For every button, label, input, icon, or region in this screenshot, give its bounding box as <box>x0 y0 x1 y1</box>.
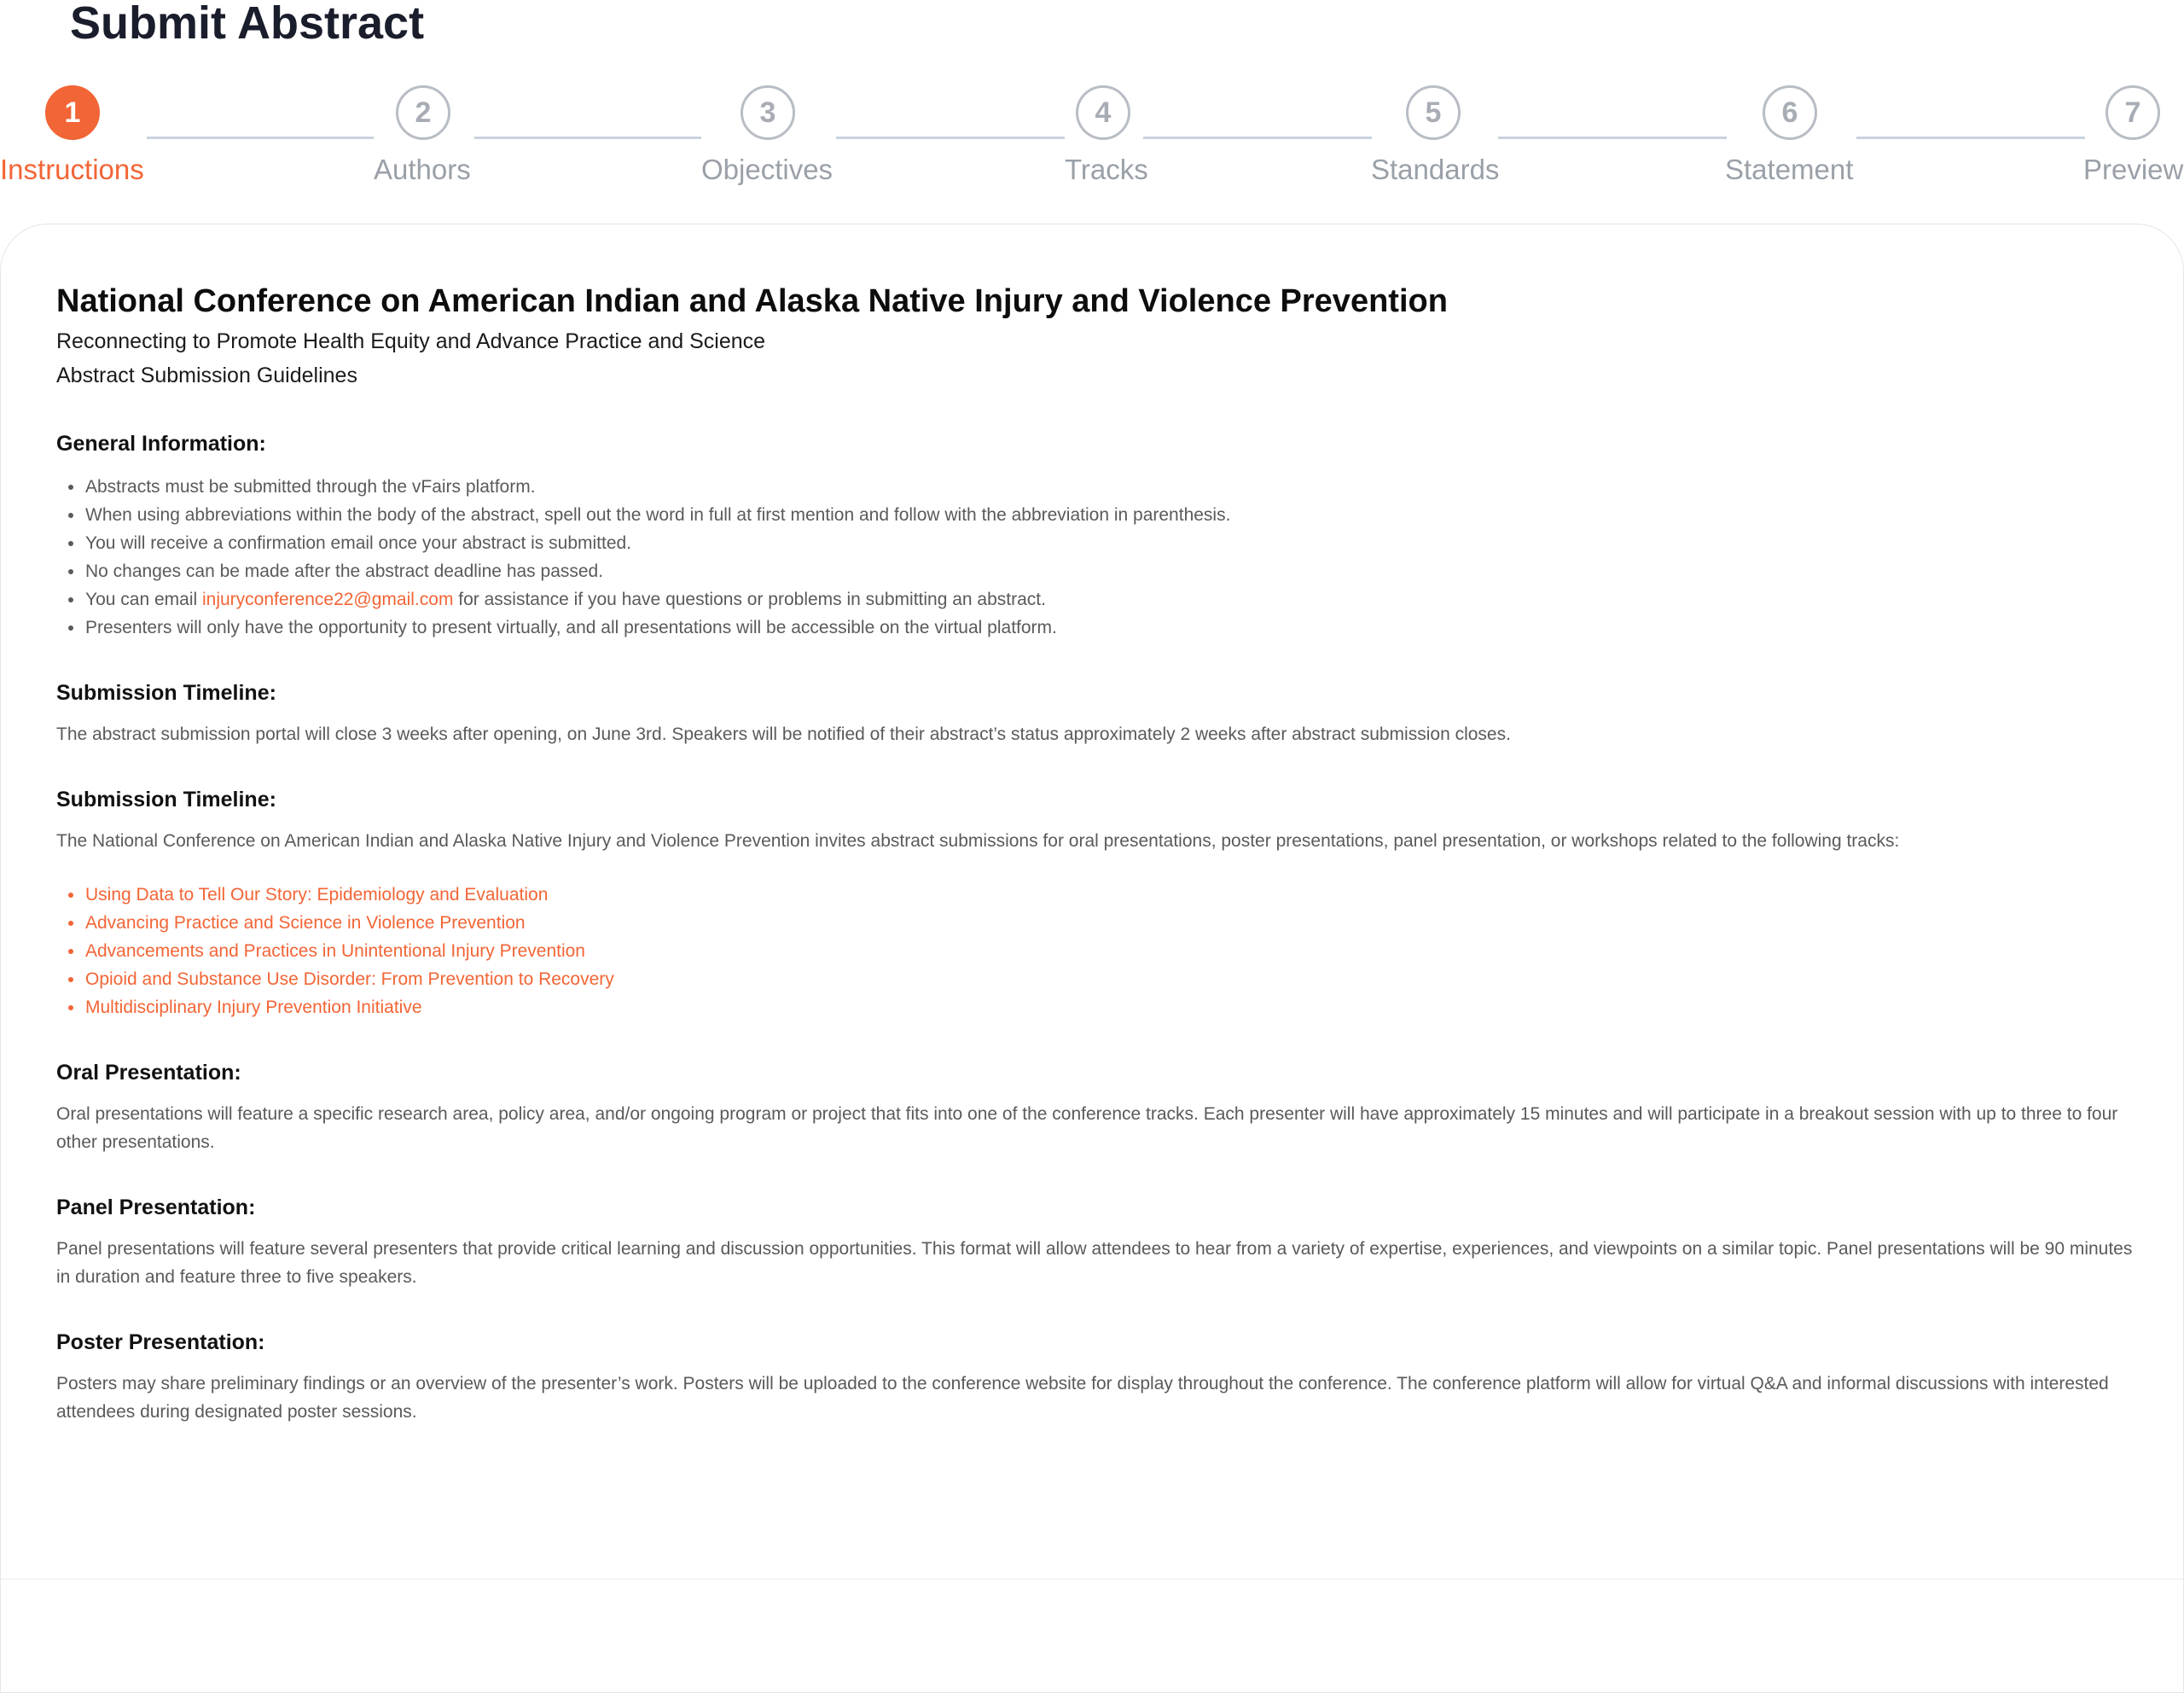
step-3-label[interactable]: Objectives <box>701 154 834 185</box>
panel-text: Panel presentations will feature several presenters that provide critical learning and discussion opportunities. This format will allow attendees to hear from a variety of expertise, experiences, and viewpoints on a similar topic. Panel presentations will be 90 minutes in duration and feature three to five speakers. <box>56 1239 2133 1287</box>
email-prefix: You can email <box>85 590 202 609</box>
tracks-list <box>56 881 2138 1021</box>
track-link[interactable]: Advancing Practice and Science in Violence Prevention <box>56 909 2138 937</box>
poster-text: Posters may share preliminary findings or an overview of the presenter’s work. Posters will be uploaded to the conference website for display throughout the conference. The conference platform will allow for virtual Q&A and informal discussions with interested attendees during designated poster sessions. <box>56 1374 2109 1422</box>
step-4-label[interactable]: Tracks <box>1065 154 1148 185</box>
guidelines-subtitle: Abstract Submission Guidelines <box>56 364 357 387</box>
card-footer-divider <box>0 1579 2184 1580</box>
step-connector <box>836 137 1065 139</box>
conference-subtitle: Reconnecting to Promote Health Equity and Advance Practice and Science <box>56 329 766 353</box>
step-connector <box>474 137 701 139</box>
timeline-heading: Submission Timeline: <box>56 681 276 705</box>
support-email-link[interactable]: injuryconference22@gmail.com <box>201 590 454 609</box>
email-suffix: for assistance if you have questions or problems in submitting an abstract. <box>453 590 1046 609</box>
oral-heading: Oral Presentation: <box>56 1061 241 1085</box>
step-5-label[interactable]: Standards <box>1371 154 1500 185</box>
panel-heading: Panel Presentation: <box>56 1196 256 1219</box>
list-item: Presenters will only have the opportunity to present virtually, and all presentations will be accessible on the virtual platform. <box>56 614 2138 642</box>
list-item <box>56 585 2138 614</box>
step-6-label[interactable]: Statement <box>1725 154 1854 185</box>
track-link[interactable]: Using Data to Tell Our Story: Epidemiology and Evaluation <box>56 881 2138 909</box>
timeline-text: The abstract submission portal will close 3 weeks after opening, on June 3rd. Speakers will be notified of their abstract’s status approximately 2 weeks after abstract submission closes. <box>56 724 1511 744</box>
step-7-label[interactable]: Preview <box>2083 154 2184 185</box>
step-1-circle[interactable]: 1 <box>45 85 100 140</box>
step-2-circle[interactable]: 2 <box>396 85 450 140</box>
track-link[interactable]: Multidisciplinary Injury Prevention Initiative <box>56 993 2138 1021</box>
track-link[interactable]: Opioid and Substance Use Disorder: From Prevention to Recovery <box>56 965 2138 993</box>
list-item: When using abbreviations within the body of the abstract, spell out the word in full at first mention and follow with the abbreviation in parenthesis. <box>56 501 2138 529</box>
tracks-heading: Submission Timeline: <box>56 788 276 812</box>
step-connector <box>1143 137 1372 139</box>
step-5-circle[interactable]: 5 <box>1406 85 1461 140</box>
guidelines-content <box>56 282 2138 1426</box>
step-connector <box>147 137 374 139</box>
stepper <box>0 0 2184 196</box>
list-item: No changes can be made after the abstract deadline has passed. <box>56 557 2138 585</box>
page-title: Submit Abstract <box>70 0 425 49</box>
step-2-label[interactable]: Authors <box>374 154 471 185</box>
step-3-circle[interactable]: 3 <box>741 85 795 140</box>
step-connector <box>1856 137 2085 139</box>
list-item: You will receive a confirmation email once your abstract is submitted. <box>56 529 2138 557</box>
list-item: Abstracts must be submitted through the vFairs platform. <box>56 473 2138 501</box>
general-info-heading: General Information: <box>56 432 266 456</box>
step-1-label[interactable]: Instructions <box>0 154 144 185</box>
track-link[interactable]: Advancements and Practices in Unintentional Injury Prevention <box>56 937 2138 965</box>
step-7-circle[interactable]: 7 <box>2106 85 2160 140</box>
tracks-intro: The National Conference on American Indian and Alaska Native Injury and Violence Prevention invites abstract submissions for oral presentations, poster presentations, panel presentation, or workshops related to the following tracks: <box>56 831 1900 851</box>
step-6-circle[interactable]: 6 <box>1763 85 1817 140</box>
general-info-list <box>56 473 2138 642</box>
poster-heading: Poster Presentation: <box>56 1330 265 1354</box>
conference-title: National Conference on American Indian and Alaska Native Injury and Violence Prevention <box>56 283 1448 319</box>
step-connector <box>1498 137 1727 139</box>
step-4-circle[interactable]: 4 <box>1076 85 1130 140</box>
oral-text: Oral presentations will feature a specific research area, policy area, and/or ongoing program or project that fits into one of the conference tracks. Each presenter will have approximately 15 minutes and will participate in a breakout session with up to three to four other presentations. <box>56 1104 2118 1152</box>
